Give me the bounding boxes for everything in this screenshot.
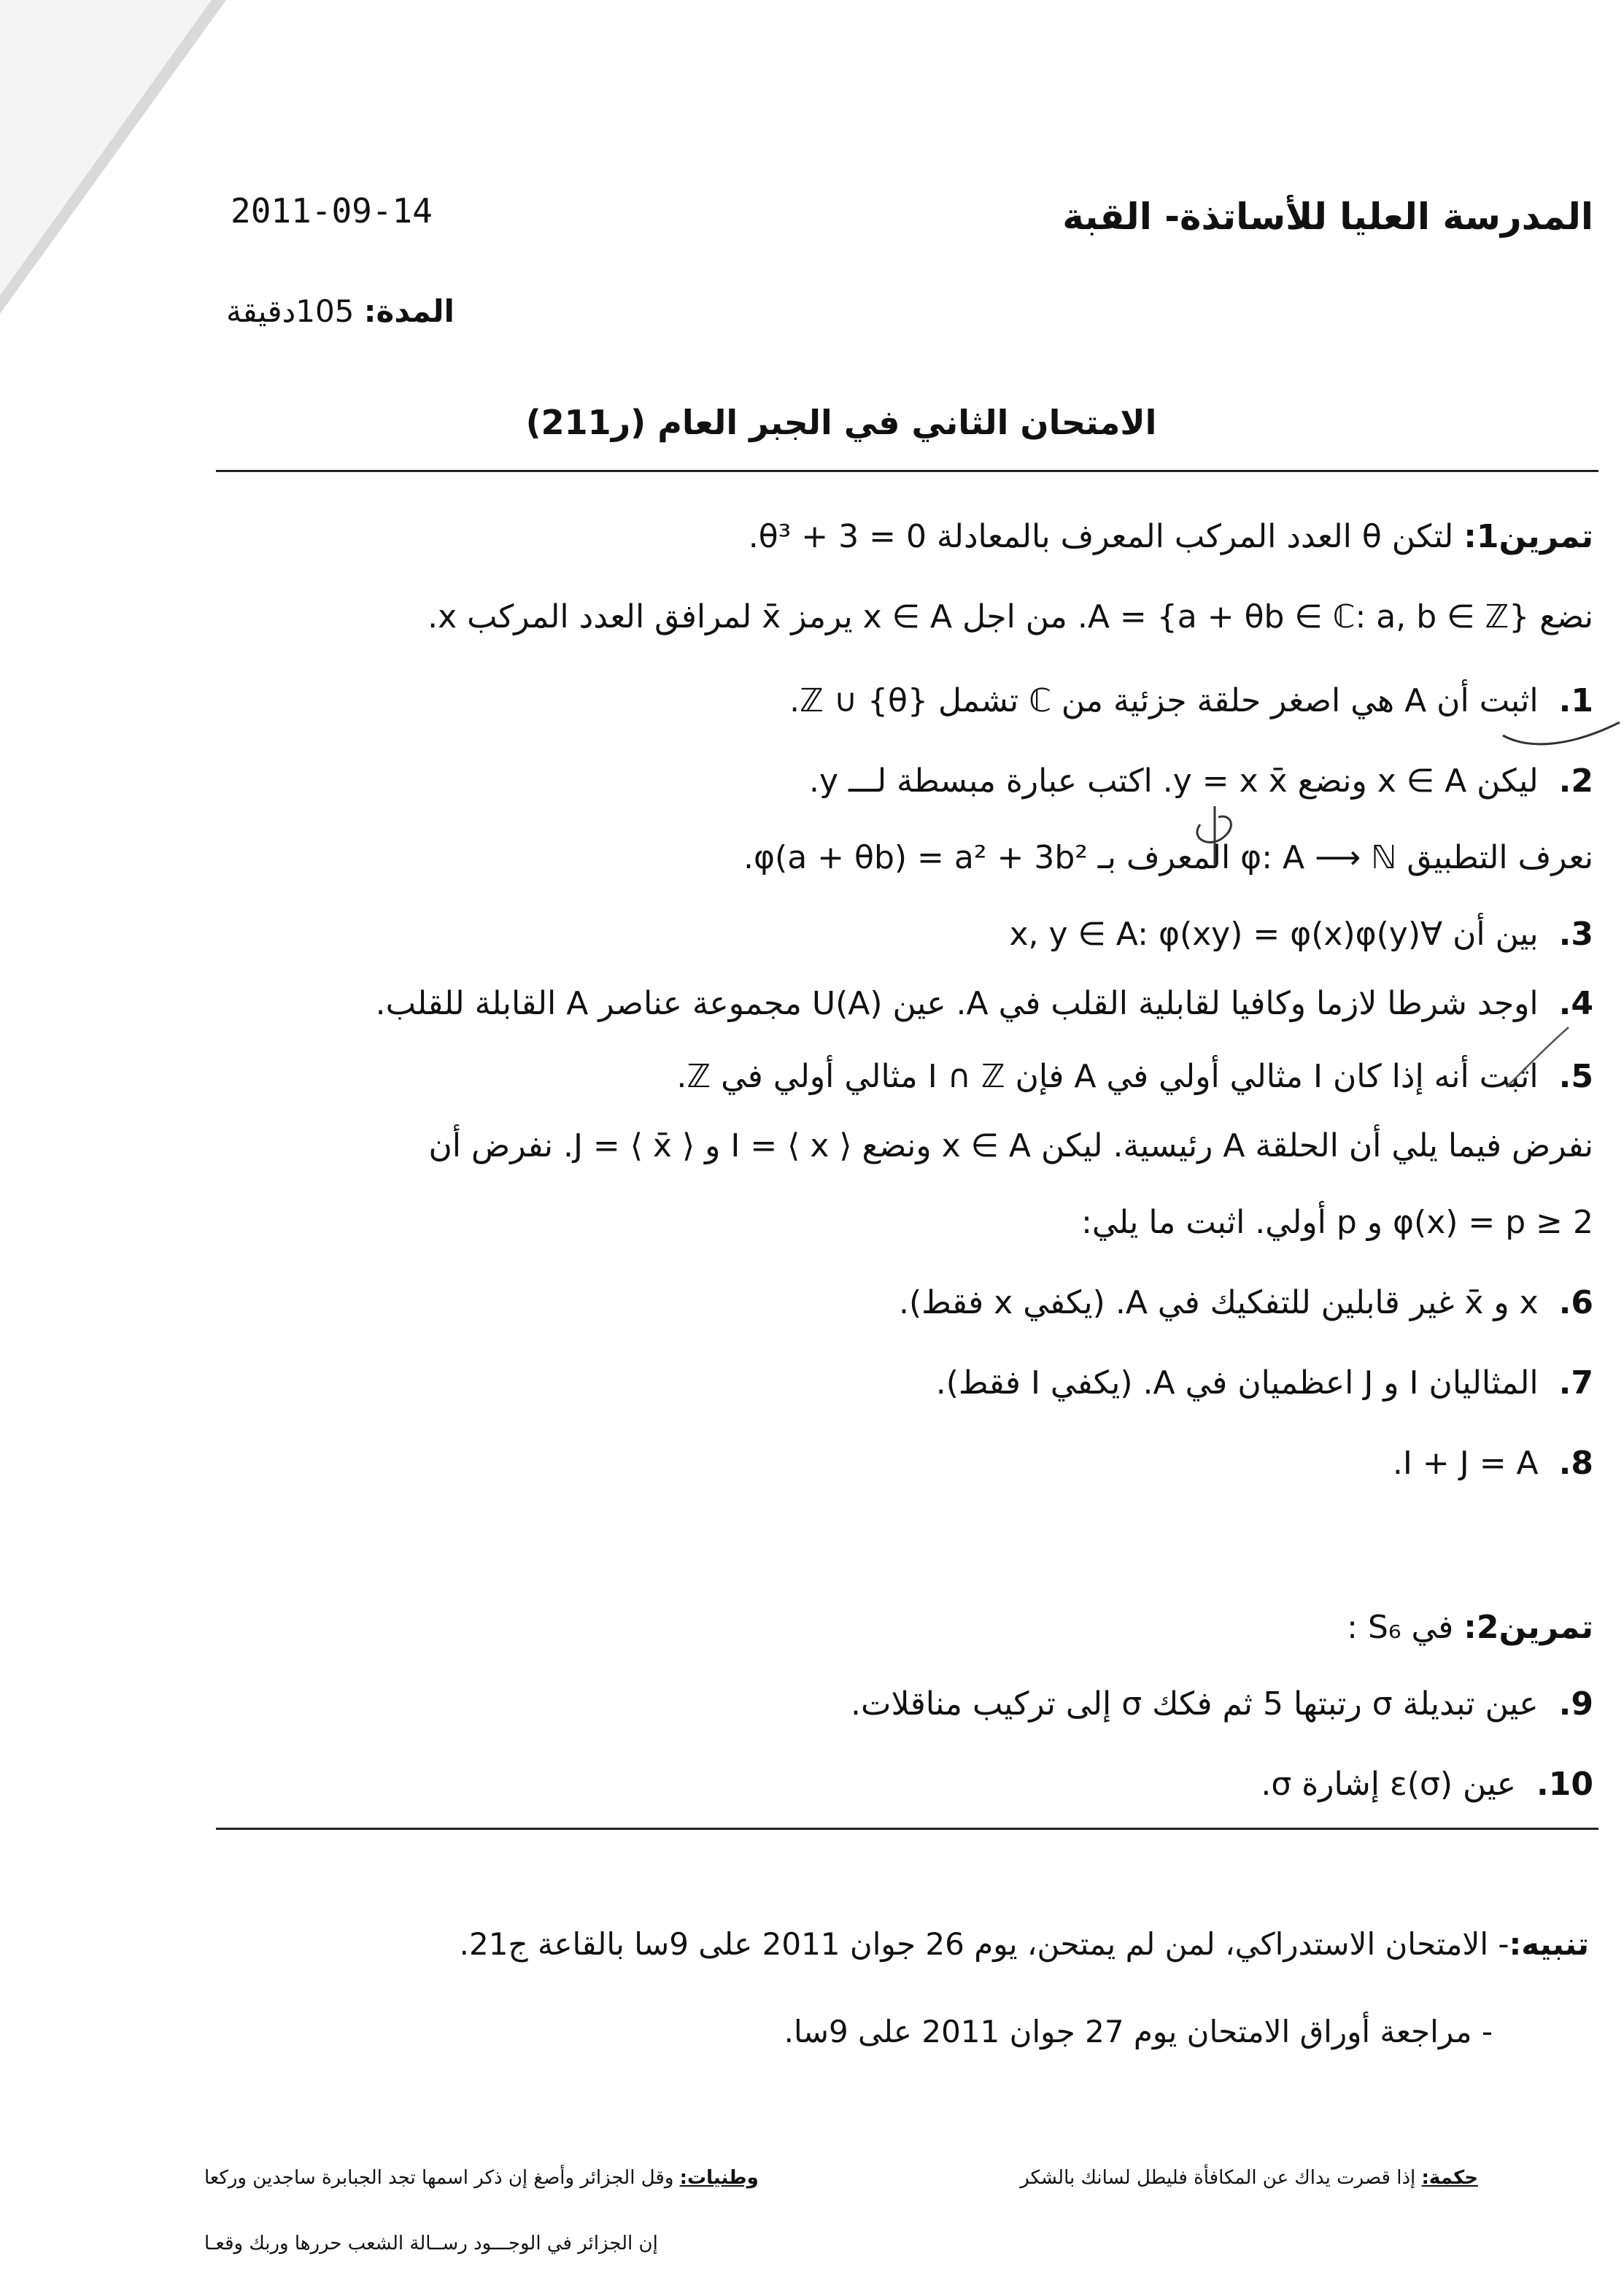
- duration-value: 105دقيقة: [226, 293, 355, 329]
- question-number: 10.: [1536, 1766, 1593, 1803]
- question-8: [1393, 1445, 1593, 1482]
- question-number: 1.: [1558, 682, 1593, 719]
- patriotic-text: وقل الجزائر وأصغ إن ذكر اسمها تجد الجبابرة ساجدين وركعا: [204, 2167, 674, 2189]
- question-text: المثاليان I و J اعظميان في A. (يكفي I فقط).: [935, 1364, 1539, 1402]
- exercise2-intro-line: [1347, 1609, 1593, 1646]
- footer-patriotic: [204, 2167, 759, 2189]
- school-name: المدرسة العليا للأساتذة- القبة: [1062, 196, 1593, 238]
- exam-duration: [226, 293, 455, 329]
- exercise1-mapping: نعرف التطبيق φ: A ⟶ ℕ المعرف بـ φ(a + θb) = a² + 3b².: [743, 839, 1593, 876]
- notice-line-1: [460, 1926, 1589, 1962]
- bottom-divider: [216, 1828, 1598, 1830]
- question-number: 7.: [1558, 1364, 1593, 1402]
- question-number: 4.: [1558, 985, 1593, 1022]
- question-number: 6.: [1558, 1284, 1593, 1321]
- question-10: [1261, 1766, 1593, 1803]
- patriotic-label: وطنيات:: [679, 2167, 759, 2189]
- question-text: ليكن x ∈ A ونضع y = x x̄. اكتب عبارة مبسطة لـــ y.: [809, 762, 1539, 800]
- question-6: [899, 1284, 1593, 1321]
- exercise1-assumption-1: نفرض فيما يلي أن الحلقة A رئيسية. ليكن x ∈ A ونضع I = ⟨ x ⟩ و J = ⟨ x̄ ⟩. نفرض أن: [428, 1127, 1593, 1164]
- wisdom-text: إذا قصرت يداك عن المكافأة فليطل لسانك بالشكر: [1020, 2167, 1416, 2189]
- question-text: عين تبديلة σ رتبتها 5 ثم فكك σ إلى تركيب مناقلات.: [851, 1685, 1539, 1723]
- handwritten-mark-question-1: [1496, 700, 1624, 751]
- exercise1-setup: نضع A = {a + θb ∈ ℂ: a, b ∈ ℤ}. من اجل x ∈ A يرمز x̄ لمرافق العدد المركب x.: [428, 598, 1593, 635]
- exercise1-title: تمرين1:: [1463, 518, 1593, 555]
- top-divider: [216, 470, 1598, 472]
- exercise2-title: تمرين2:: [1463, 1609, 1593, 1646]
- question-number: 5.: [1558, 1058, 1593, 1095]
- question-1: [789, 682, 1593, 719]
- question-text: بين أن ∀x, y ∈ A: φ(xy) = φ(x)φ(y): [1009, 916, 1539, 953]
- question-3: [1009, 916, 1593, 953]
- notice-line-2: - مراجعة أوراق الامتحان يوم 27 جوان 2011 على 9سا.: [784, 2014, 1493, 2049]
- exercise1-intro: لتكن θ العدد المركب المعرف بالمعادلة θ³ + 3 = 0.: [748, 518, 1454, 555]
- exercise2-intro: في S₆ :: [1347, 1609, 1454, 1646]
- handwritten-mark-question-5: [1499, 1021, 1572, 1094]
- question-4: [376, 985, 1593, 1022]
- duration-label: المدة:: [363, 293, 455, 329]
- folded-corner-highlight: [0, 0, 212, 295]
- question-2: [809, 762, 1593, 800]
- notice-label: تنبيه:: [1509, 1926, 1589, 1962]
- footer-wisdom: [1020, 2167, 1478, 2189]
- footer-patriotic-2: إن الجزائر في الوجـــود رســالة الشعب حررها وربك وقعـا: [204, 2233, 658, 2254]
- question-number: 8.: [1558, 1445, 1593, 1482]
- exercise1-intro-line: [749, 518, 1593, 555]
- handwritten-phi-annotation: [1189, 803, 1240, 868]
- question-text: x و x̄ غير قابلين للتفكيك في A. (يكفي x فقط).: [898, 1284, 1539, 1321]
- wisdom-label: حكمة:: [1421, 2167, 1478, 2189]
- question-text: I + J = A.: [1392, 1445, 1539, 1482]
- question-number: 2.: [1558, 762, 1593, 800]
- question-5: [676, 1058, 1593, 1095]
- question-text: عين ε(σ) إشارة σ.: [1261, 1766, 1517, 1803]
- question-number: 3.: [1558, 916, 1593, 953]
- question-text: اوجد شرطا لازما وكافيا لقابلية القلب في A. عين U(A) مجموعة عناصر A القابلة للقلب.: [375, 985, 1539, 1022]
- exam-title: الامتحان الثاني في الجبر العام (ر211): [525, 403, 1157, 442]
- question-9: [851, 1685, 1593, 1723]
- exercise1-assumption-2: φ(x) = p ≥ 2 و p أولي. اثبت ما يلي:: [1081, 1204, 1593, 1241]
- question-7: [936, 1364, 1593, 1402]
- question-number: 9.: [1558, 1685, 1593, 1723]
- exam-date: 2011-09-14: [231, 191, 433, 231]
- question-text: اثبت أنه إذا كان I مثالي أولي في A فإن I ∩ ℤ مثالي أولي في ℤ.: [676, 1058, 1539, 1095]
- question-text: اثبت أن A هي اصغر حلقة جزئية من ℂ تشمل ℤ ∪ {θ}.: [789, 682, 1539, 719]
- notice-text-1: - الامتحان الاستدراكي، لمن لم يمتحن، يوم 26 جوان 2011 على 9سا بالقاعة ج21.: [459, 1926, 1509, 1962]
